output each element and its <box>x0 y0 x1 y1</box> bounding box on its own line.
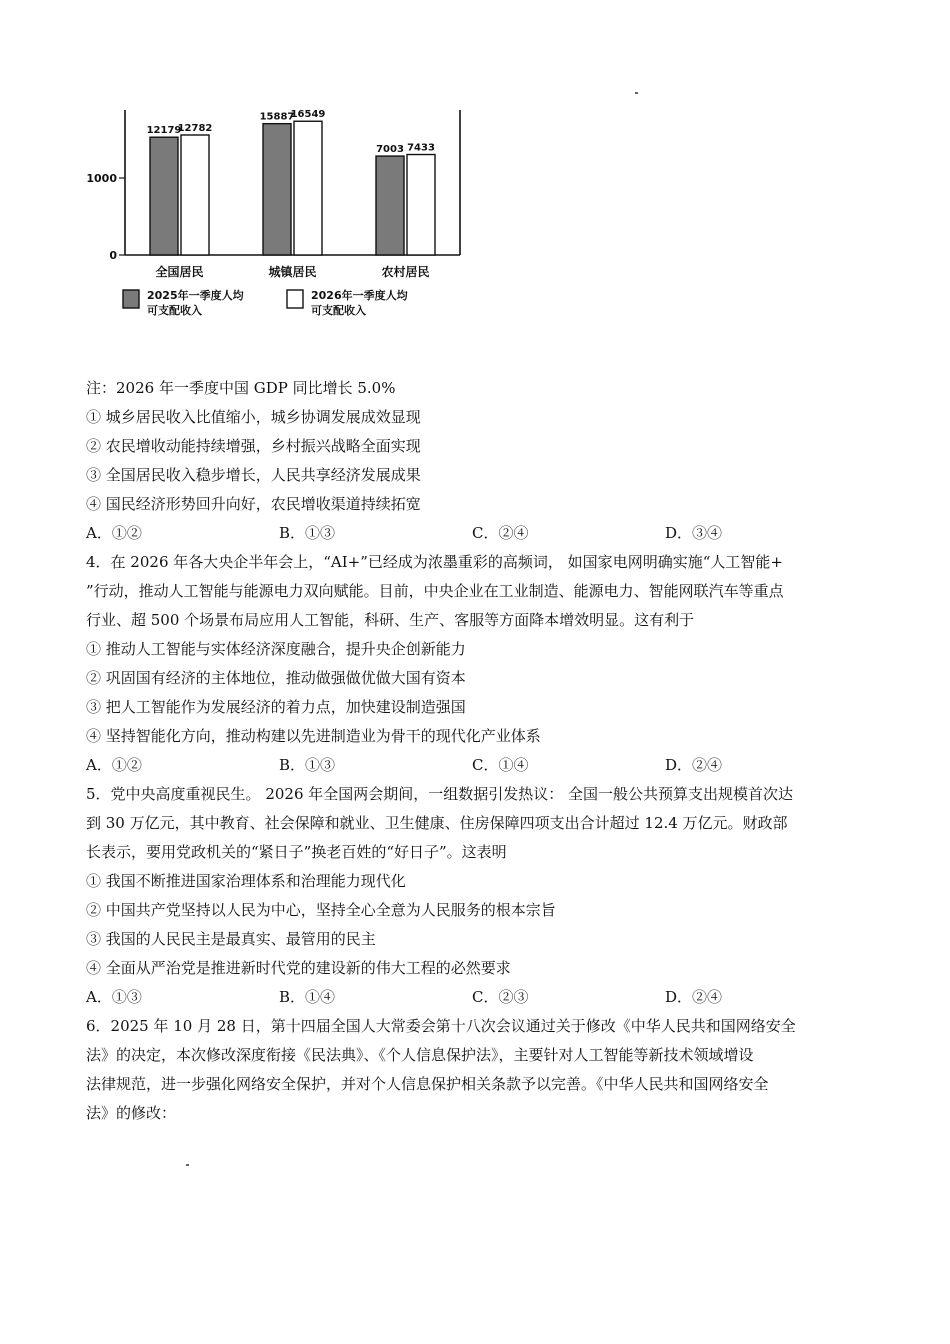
category-label: 农村居民 <box>381 265 430 279</box>
bar <box>263 124 291 255</box>
question-6 <box>86 1012 876 1128</box>
q4-item-2: ② 巩固国有经济的主体地位，推动做强做优做大国有资本 <box>86 669 466 687</box>
q5-option-b[interactable]: B．①④ <box>279 988 336 1006</box>
stray-mark-bottom <box>186 1164 189 1166</box>
q5-option-d[interactable]: D．②④ <box>665 988 723 1006</box>
q4-stem-line-2: ”行动，推动人工智能与能源电力双向赋能。目前，中央企业在工业制造、能源电力、智能网联汽车等重点 <box>86 582 784 600</box>
q3-item-3: ③ 全国居民收入稳步增长，人民共享经济发展成果 <box>86 466 421 484</box>
q5-item-1: ① 我国不断推进国家治理体系和治理能力现代化 <box>86 872 406 890</box>
chart-note: 注：2026 年一季度中国 GDP 同比增长 5.0% <box>86 379 396 397</box>
q5-option-a[interactable]: A．①③ <box>86 988 142 1006</box>
q4-option-b[interactable]: B．①③ <box>279 756 336 774</box>
q4-item-1: ① 推动人工智能与实体经济深度融合，提升央企创新能力 <box>86 640 466 658</box>
income-bar-chart <box>86 100 475 330</box>
q3-option-a[interactable]: A．①② <box>86 524 142 542</box>
bar <box>150 137 178 255</box>
q4-option-a[interactable]: A．①② <box>86 756 142 774</box>
bar-data-label: 12179 <box>146 125 182 137</box>
q4-stem-line-1: 4．在 2026 年各大央企半年会上，“AI+”已经成为浓墨重彩的高频词， 如国家电网明确实施“人工智能+ <box>86 553 783 571</box>
legend-swatch <box>123 290 139 308</box>
bar-data-label: 7003 <box>376 144 404 156</box>
q3-options <box>86 519 876 548</box>
question-5 <box>86 780 876 1012</box>
q5-options <box>86 983 876 1012</box>
bar-data-label: 12782 <box>177 122 213 134</box>
q4-stem-line-3: 行业、超 500 个场景布局应用人工智能，科研、生产、客服等方面降本增效明显。这有利于 <box>86 611 695 629</box>
q5-stem-line-2: 到 30 万亿元，其中教育、社会保障和就业、卫生健康、住房保障四项支出合计超过 12.4 万亿元。财政部 <box>86 814 788 832</box>
legend-label-line-2: 可支配收入 <box>311 304 366 317</box>
q3-item-list <box>86 403 876 519</box>
q5-item-2: ② 中国共产党坚持以人民为中心，坚持全心全意为人民服务的根本宗旨 <box>86 901 556 919</box>
q6-stem-line-1: 6．2025 年 10 月 28 日，第十四届全国人大常委会第十八次会议通过关于修改《中华人民共和国网络安全 <box>86 1017 796 1035</box>
q5-option-c[interactable]: C．②③ <box>472 988 529 1006</box>
q5-stem-line-1: 5．党中央高度重视民生。 2026 年全国两会期间，一组数据引发热议： 全国一般公共预算支出规模首次达 <box>86 785 794 803</box>
category-label: 全国居民 <box>155 265 204 279</box>
bar-data-label: 16549 <box>290 109 326 121</box>
q4-item-4: ④ 坚持智能化方向，推动构建以先进制造业为骨干的现代化产业体系 <box>86 727 541 745</box>
question-content <box>86 374 876 1128</box>
y-tick-label: 1000 <box>86 172 117 185</box>
q5-stem-line-3: 长表示，要用党政机关的“紧日子”换老百姓的“好日子”。这表明 <box>86 843 507 861</box>
bar <box>376 156 404 255</box>
legend-swatch <box>287 290 303 308</box>
q4-option-c[interactable]: C．①④ <box>472 756 529 774</box>
q6-stem-line-2: 法》的决定，本次修改深度衔接《民法典》、《个人信息保护法》，主要针对人工智能等新技术领域增设 <box>86 1046 754 1064</box>
category-label: 城镇居民 <box>268 265 317 279</box>
y-tick-label: 0 <box>109 249 117 262</box>
q4-option-d[interactable]: D．②④ <box>665 756 723 774</box>
q6-stem-line-4: 法》的修改： <box>86 1104 177 1122</box>
bar <box>181 135 209 255</box>
bar <box>407 155 435 255</box>
bar-data-label: 7433 <box>407 142 435 154</box>
legend-label-line-2: 可支配收入 <box>147 304 202 317</box>
q3-option-b[interactable]: B．①③ <box>279 524 336 542</box>
bar-data-label: 15887 <box>259 111 295 123</box>
q5-item-4: ④ 全面从严治党是推进新时代党的建设新的伟大工程的必然要求 <box>86 959 511 977</box>
q3-option-c[interactable]: C．②④ <box>472 524 529 542</box>
q5-item-3: ③ 我国的人民民主是最真实、最管用的民主 <box>86 930 376 948</box>
q3-option-d[interactable]: D．③④ <box>665 524 723 542</box>
q3-item-2: ② 农民增收动能持续增强，乡村振兴战略全面实现 <box>86 437 421 455</box>
q4-options <box>86 751 876 780</box>
bar <box>294 121 322 255</box>
question-4 <box>86 548 876 780</box>
legend-label-line-1: 2025年一季度人均 <box>147 289 244 302</box>
q4-item-3: ③ 把人工智能作为发展经济的着力点，加快建设制造强国 <box>86 698 466 716</box>
q3-item-1: ① 城乡居民收入比值缩小，城乡协调发展成效显现 <box>86 408 421 426</box>
q6-stem-line-3: 法律规范，进一步强化网络安全保护，并对个人信息保护相关条款予以完善。《中华人民共和国网络安全 <box>86 1075 769 1093</box>
stray-mark-top <box>635 92 638 94</box>
legend-label-line-1: 2026年一季度人均 <box>311 289 408 302</box>
q3-item-4: ④ 国民经济形势回升向好，农民增收渠道持续拓宽 <box>86 495 421 513</box>
